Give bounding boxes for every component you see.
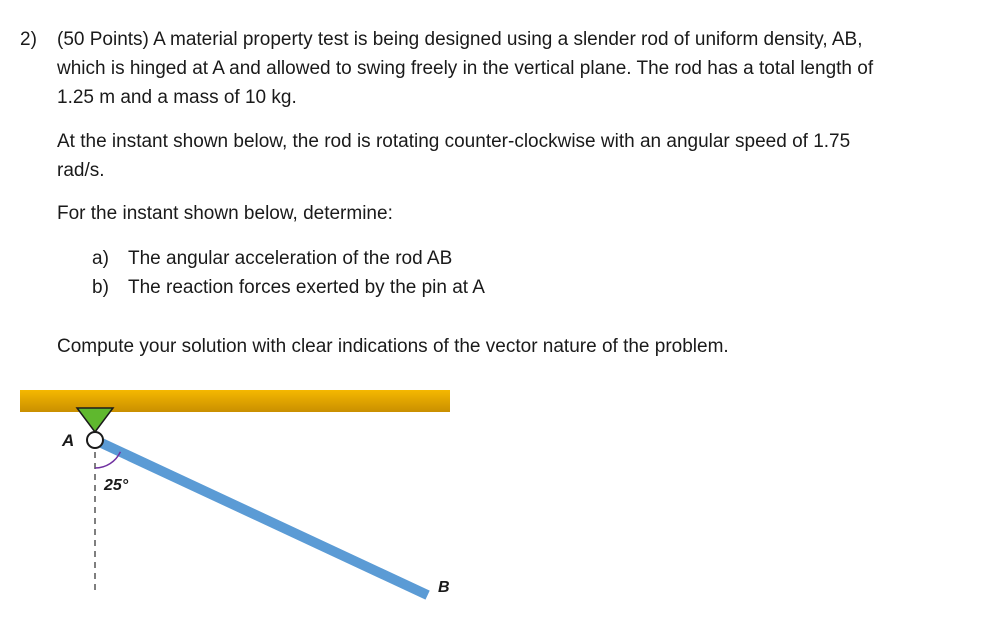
determine-prompt: For the instant shown below, determine:: [57, 203, 393, 224]
rod-diagram: [0, 380, 470, 610]
pin-a: [87, 432, 103, 448]
intro-line: 1.25 m and a mass of 10 kg.: [57, 87, 297, 108]
task-marker: b): [92, 277, 109, 298]
task-text: The angular acceleration of the rod AB: [128, 248, 453, 269]
task-marker: a): [92, 248, 109, 269]
motion-line: At the instant shown below, the rod is rotating counter-clockwise with an angular speed of 1.75: [57, 131, 851, 152]
task-text: The reaction forces exerted by the pin at A: [128, 277, 485, 298]
rod-ab: [95, 440, 428, 595]
intro-line: (50 Points) A material property test is being designed using a slender rod of uniform density, AB,: [57, 29, 863, 50]
intro-paragraph: [57, 25, 957, 112]
task-item: [92, 244, 485, 273]
instruction-text: Compute your solution with clear indications of the vector nature of the problem.: [57, 336, 729, 357]
intro-line: which is hinged at A and allowed to swing freely in the vertical plane. The rod has a total length of: [57, 58, 874, 79]
motion-paragraph: [57, 127, 957, 185]
problem-number: 2): [20, 29, 37, 50]
task-item: [92, 273, 485, 302]
pin-support: [77, 408, 113, 432]
angle-label: 25°: [104, 477, 129, 494]
task-list: [92, 244, 485, 302]
label-a: A: [62, 431, 75, 450]
motion-line: rad/s.: [57, 160, 105, 181]
label-b: B: [438, 579, 450, 596]
